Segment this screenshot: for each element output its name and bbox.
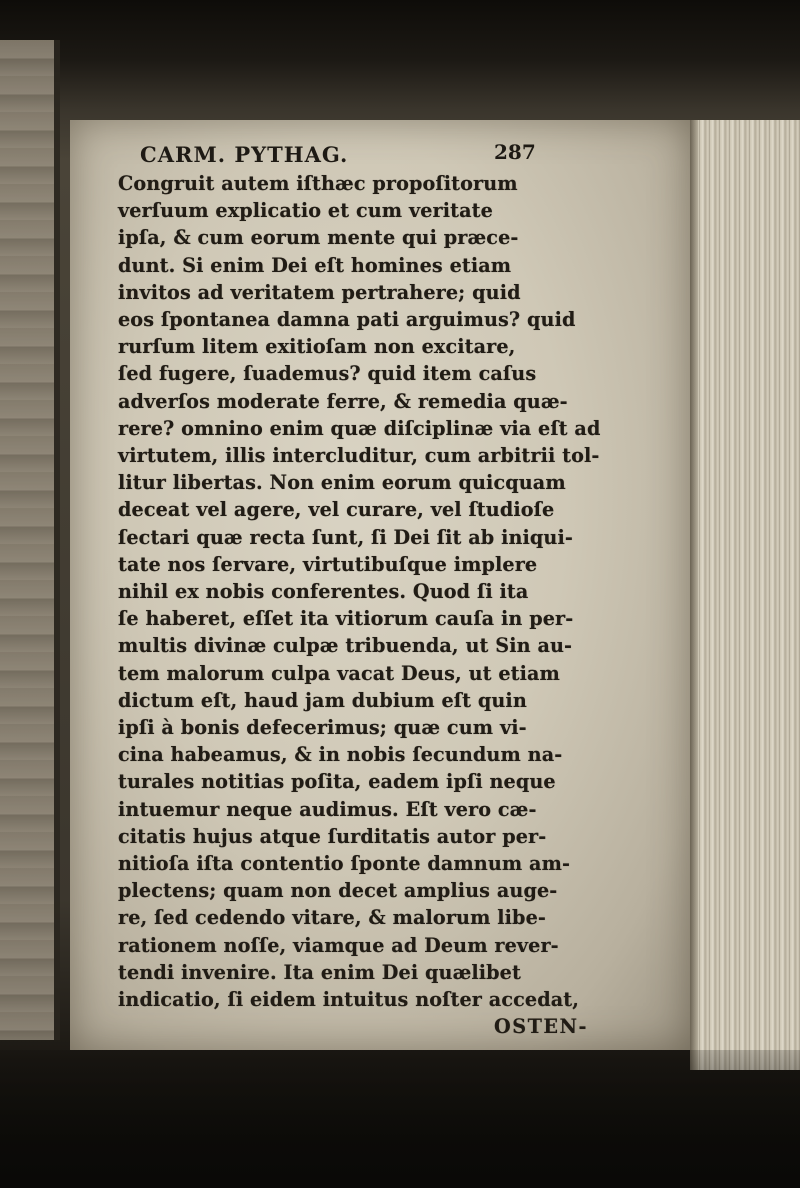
text-line: rere? omnino enim quæ diſciplinæ via eſt ad [118,416,601,440]
text-line: deceat vel agere, vel curare, vel ſtudioſe [118,498,555,522]
text-line: litur libertas. Non enim eorum quicquam [118,471,566,495]
body-text [118,170,658,1041]
text-line: Congruit autem iſthæc propoſitorum [118,172,518,195]
text-line: ſed fugere, ſuademus? quid item caſus [118,362,537,386]
text-line: dunt. Si enim Dei eſt homines etiam [118,253,512,277]
text-line: eos ſpontanea damna pati arguimus? quid [118,308,576,332]
text-line: verſuum explicatio et cum veritate [118,199,493,223]
running-head: CARM. PYTHAG. [140,142,349,167]
text-line: tem malorum culpa vacat Deus, ut etiam [118,661,560,685]
text-line: invitos ad veritatem pertrahere; quid [118,280,521,304]
text-line: nihil ex nobis conferentes. Quod ſi ita [118,580,529,604]
page-edge-stack [690,120,800,1070]
text-line: rationem noſſe, viamque ad Deum rever- [118,933,559,957]
text-line: cina habeamus, & in nobis ſecundum na- [118,743,563,767]
text-line: ipſi à bonis defecerimus; quæ cum vi- [118,716,527,740]
text-line: ipſa, & cum eorum mente qui præce- [118,226,519,250]
text-line: re, ſed cedendo vitare, & malorum libe- [118,906,546,930]
text-line: virtutem, illis intercluditur, cum arbitrii tol- [118,444,600,468]
text-line: adverſos moderate ferre, & remedia quæ- [118,389,568,413]
text-line: dictum eſt, haud jam dubium eſt quin [118,688,527,712]
page-number: 287 [494,140,536,164]
text-line: citatis hujus atque ſurditatis autor per- [118,824,547,848]
page-header [140,142,620,172]
book-page [70,120,690,1050]
text-line: ſe haberet, eſſet ita vitiorum cauſa in per- [118,607,574,631]
text-line: rurſum litem exitioſam non excitare, [118,335,516,359]
text-line: intuemur neque audimus. Eſt vero cæ- [118,797,537,821]
text-line: plectens; quam non decet amplius auge- [118,879,558,903]
text-line: ſectari quæ recta ſunt, ſi Dei ſit ab iniqui- [118,525,573,549]
text-line: multis divinæ culpæ tribuenda, ut Sin au- [118,634,573,658]
text-line: nitioſa iſta contentio ſponte damnum am- [118,852,571,876]
catchword: OSTEN- [494,1015,588,1039]
text-line: turales notitias poſita, eadem ipſi neque [118,770,556,794]
previous-page-edge [0,40,60,1040]
scan-shadow [0,1050,800,1188]
text-line: indicatio, ſi eidem intuitus noſter accedat, [118,988,579,1012]
text-line: tate nos ſervare, virtutibuſque implere [118,552,538,576]
text-line: tendi invenire. Ita enim Dei quælibet [118,960,521,984]
